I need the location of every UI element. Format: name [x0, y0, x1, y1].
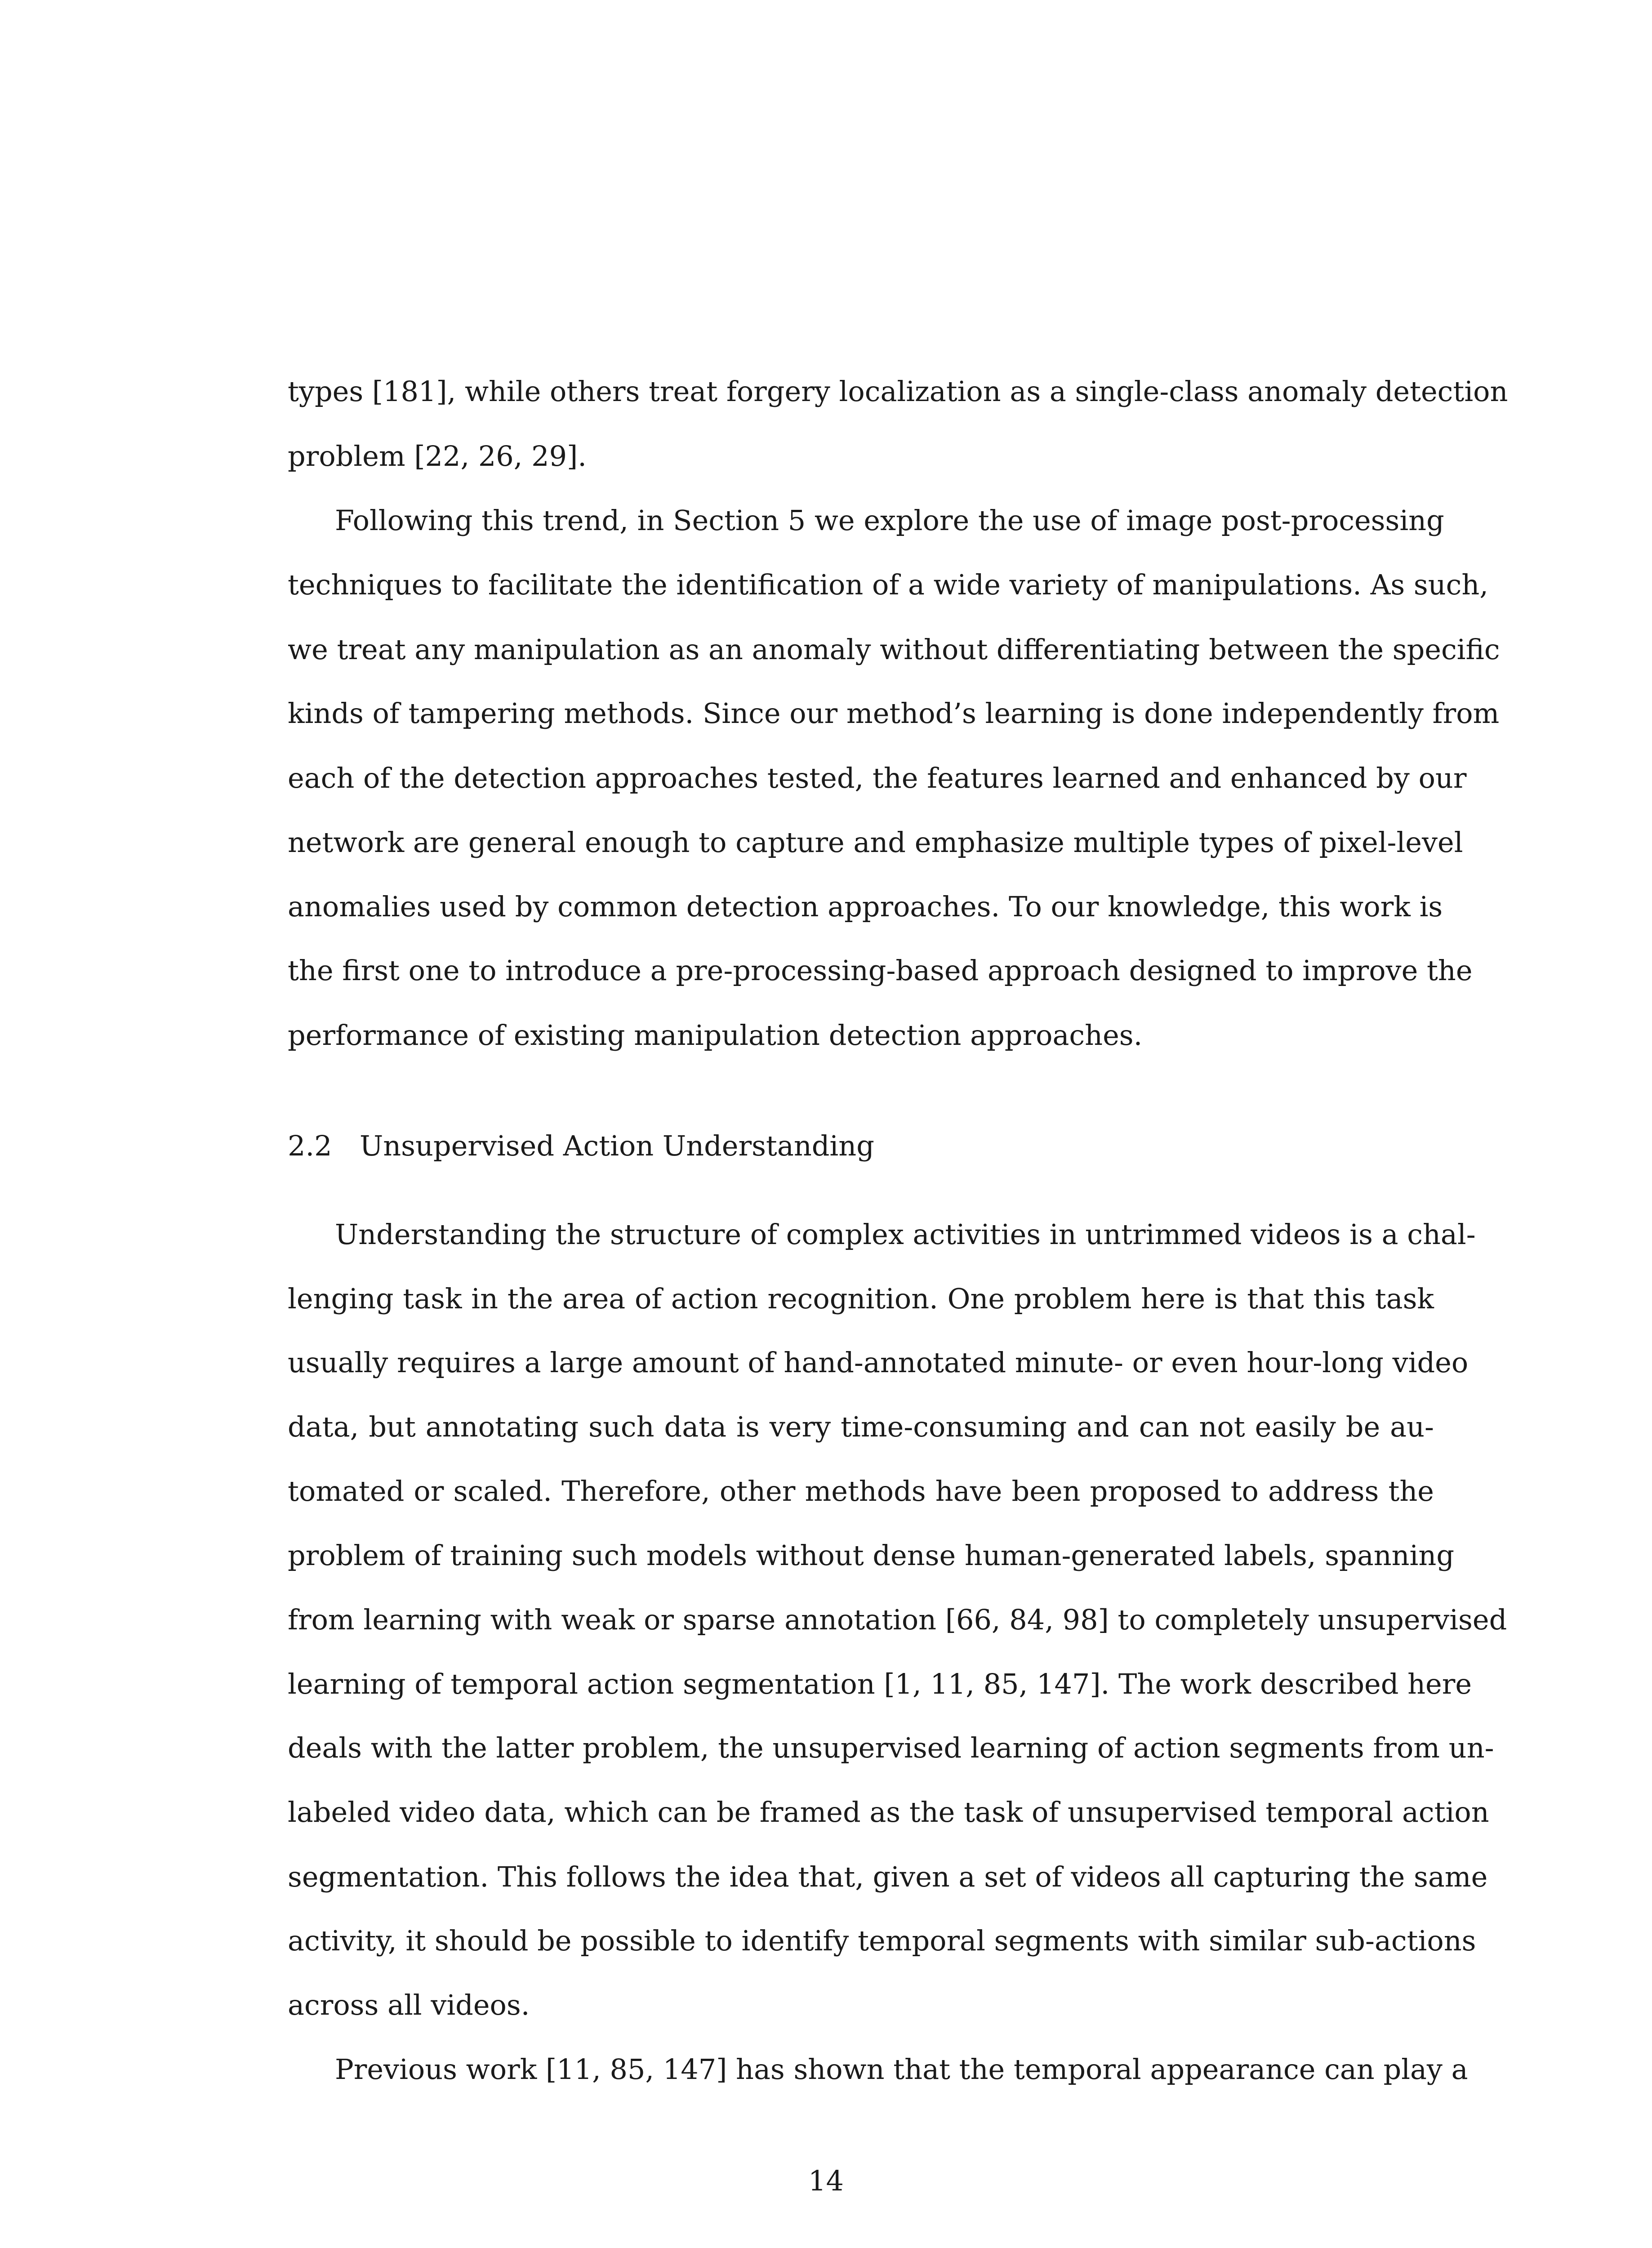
text-line: problem of training such models without dense human-generated labels, spanning	[288, 1539, 1455, 1572]
text-line: segmentation. This follows the idea that, given a set of videos all capturing the same	[288, 1860, 1488, 1893]
text-line: Previous work [11, 85, 147] has shown that the temporal appearance can play a	[335, 2053, 1468, 2086]
text-line: types [181], while others treat forgery localization as a single-class anomaly detection	[288, 375, 1508, 408]
text-line: data, but annotating such data is very time-consuming and can not easily be au-	[288, 1410, 1434, 1443]
text-line: network are general enough to capture and emphasize multiple types of pixel-level	[288, 826, 1463, 859]
text-line: across all videos.	[288, 1989, 530, 2021]
text-line: Following this trend, in Section 5 we explore the use of image post-processing	[335, 504, 1444, 537]
page-number: 14	[808, 2164, 844, 2197]
section-number: 2.2	[288, 1129, 332, 1162]
text-line: from learning with weak or sparse annotation [66, 84, 98] to completely unsupervised	[288, 1603, 1507, 1636]
text-line: tomated or scaled. Therefore, other methods have been proposed to address the	[288, 1475, 1434, 1508]
text-line: each of the detection approaches tested, the features learned and enhanced by our	[288, 762, 1467, 794]
text-line: the first one to introduce a pre-processing-based approach designed to improve the	[288, 954, 1473, 987]
section-title: Unsupervised Action Understanding	[360, 1129, 874, 1162]
text-line: techniques to facilitate the identification of a wide variety of manipulations. As such,	[288, 568, 1488, 601]
text-line: problem [22, 26, 29].	[288, 440, 587, 473]
text-line: learning of temporal action segmentation [1, 11, 85, 147]. The work described here	[288, 1668, 1472, 1700]
text-line: we treat any manipulation as an anomaly without differentiating between the specific	[288, 633, 1500, 666]
text-line: performance of existing manipulation detection approaches.	[288, 1019, 1143, 1052]
text-line: kinds of tampering methods. Since our method’s learning is done independently from	[288, 697, 1500, 730]
text-line: anomalies used by common detection approaches. To our knowledge, this work is	[288, 890, 1443, 923]
text-line: labeled video data, which can be framed as the task of unsupervised temporal action	[288, 1796, 1489, 1829]
text-line: Understanding the structure of complex activities in untrimmed videos is a chal-	[335, 1218, 1476, 1251]
text-line: lenging task in the area of action recognition. One problem here is that this task	[288, 1282, 1434, 1315]
section-heading	[288, 1128, 874, 1164]
text-line: usually requires a large amount of hand-annotated minute- or even hour-long video	[288, 1346, 1469, 1379]
text-line: activity, it should be possible to identify temporal segments with similar sub-actions	[288, 1924, 1476, 1957]
text-line: deals with the latter problem, the unsupervised learning of action segments from un-	[288, 1731, 1494, 1764]
